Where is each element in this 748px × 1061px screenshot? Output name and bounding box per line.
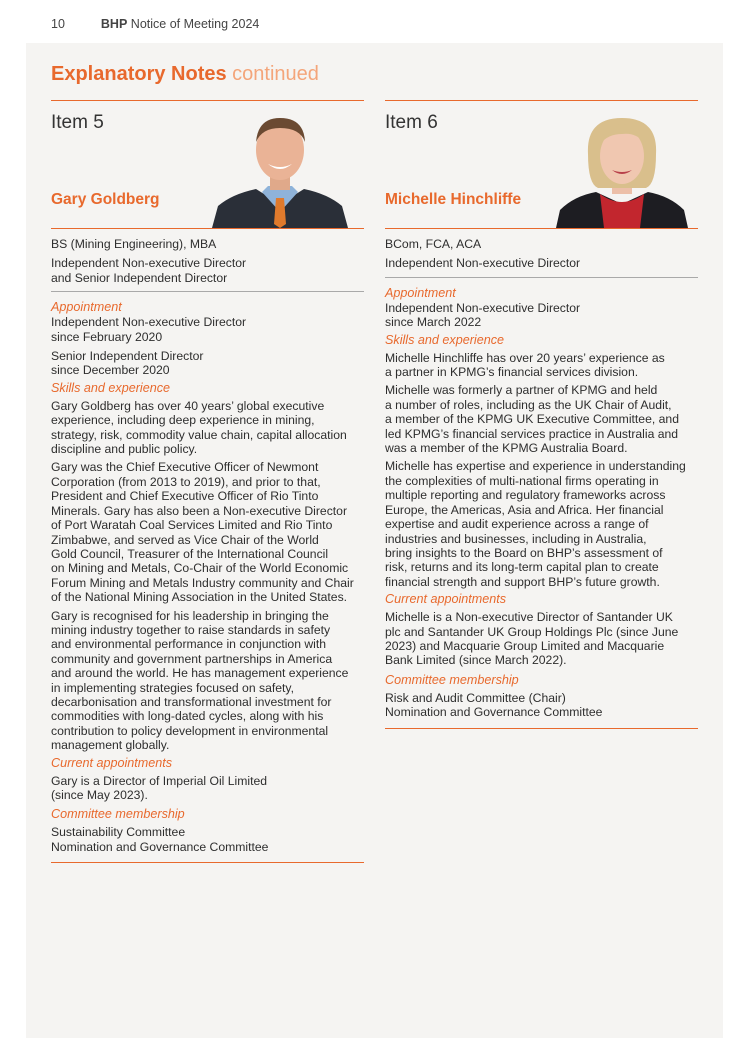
- page-number: 10: [51, 17, 65, 31]
- text-line: on Mining and Metals, Co-Chair of the World Economic: [51, 561, 349, 576]
- section-title-continued: continued: [232, 63, 319, 85]
- committee-line: Nomination and Governance Committee: [385, 705, 603, 720]
- brand-name: BHP: [100, 17, 128, 31]
- text-line: of Port Waratah Coal Services Limited and Rio Tinto: [51, 518, 333, 533]
- text-line: was a member of the KPMG Australia Board.: [385, 441, 628, 456]
- appointment-line: since December 2020: [51, 363, 170, 378]
- appointment-heading: Appointment: [385, 285, 456, 300]
- role-description: [51, 256, 364, 285]
- appointment-line: since February 2020: [51, 329, 163, 344]
- appointment-line: Independent Non-executive Director: [385, 300, 581, 315]
- skills-paragraph: [51, 399, 364, 457]
- text-line: discipline and public policy.: [51, 442, 198, 457]
- skills-paragraph: [385, 383, 698, 455]
- item-5-header: [51, 101, 364, 229]
- skills-heading: Skills and experience: [51, 380, 171, 395]
- section-title-main: Explanatory Notes: [51, 63, 227, 85]
- text-line: a number of roles, including as the UK Chair of Audit,: [385, 397, 672, 412]
- item-6-header: [385, 101, 698, 229]
- item-6-column: [385, 100, 698, 729]
- text-line: a member of the KPMG UK Executive Committee, and: [385, 412, 679, 427]
- text-line: of the National Mining Association in the United States.: [51, 590, 348, 605]
- text-line: (since May 2023).: [51, 788, 148, 802]
- appointment-line: since March 2022: [385, 315, 482, 330]
- text-line: Minerals. Gary has also been a Non-executive Director: [51, 503, 348, 518]
- committee-line: Sustainability Committee: [51, 825, 186, 840]
- committee-line: Nomination and Governance Committee: [51, 839, 269, 854]
- section-title: [51, 63, 319, 86]
- committee-membership-heading: Committee membership: [51, 807, 185, 822]
- text-line: a partner in KPMG’s financial services division.: [385, 365, 639, 380]
- text-line: financial strength and support BHP’s future growth.: [385, 574, 660, 589]
- text-line: management globally.: [51, 738, 170, 753]
- text-line: led KPMG’s financial services practice in Australia and: [385, 426, 679, 441]
- director-name: Michelle Hinchliffe: [385, 191, 522, 208]
- text-line: Bank Limited (since March 2022).: [385, 653, 567, 668]
- text-line: plc and Santander UK Group Holdings Plc (since June: [385, 624, 679, 639]
- director-portrait: [212, 112, 348, 228]
- text-line: Michelle was formerly a partner of KPMG and held: [385, 383, 658, 398]
- text-line: Forum Mining and Metals Industry community and Chair: [51, 575, 354, 590]
- divider: [51, 291, 364, 292]
- text-line: mining industry together to raise standards in safety: [51, 622, 331, 637]
- document-title: [101, 17, 259, 31]
- document-title-text: Notice of Meeting 2024: [130, 17, 260, 31]
- skills-paragraph: [51, 460, 364, 604]
- divider: [385, 277, 698, 278]
- text-line: risk, returns and its long-term capital plan to create: [385, 560, 659, 575]
- text-line: bring insights to the Board on BHP’s assessment of: [385, 545, 663, 560]
- text-line: industries and businesses, including in Australia,: [385, 531, 647, 546]
- item-5-column: [51, 100, 364, 863]
- text-line: Corporation (from 2013 to 2019), and prior to that,: [51, 474, 321, 489]
- text-line: and environmental performance in conjunction with: [51, 637, 327, 652]
- role-line: Independent Non-executive Director: [51, 256, 247, 271]
- text-line: contribution to policy development in environmental: [51, 723, 329, 738]
- text-line: and around the world. He has management experience: [51, 666, 349, 681]
- text-line: Michelle has expertise and experience in understanding: [385, 459, 686, 474]
- committee-membership-text: [51, 825, 364, 854]
- appointment-text: [385, 301, 698, 330]
- text-line: strategy, risk, commodity value chain, capital allocation: [51, 427, 347, 442]
- text-line: multiple reporting and regulatory frameworks across: [385, 488, 666, 503]
- text-line: Zimbabwe, and served as Vice Chair of the World: [51, 532, 319, 547]
- text-line: President and Chief Executive Officer of Rio Tinto: [51, 489, 319, 504]
- skills-paragraph: [385, 459, 698, 589]
- committee-line: Risk and Audit Committee (Chair): [385, 690, 566, 705]
- text-line: Gary was the Chief Executive Officer of Newmont: [51, 460, 319, 475]
- current-appointments-text: [51, 774, 364, 803]
- text-line: Gary is recognised for his leadership in bringing the: [51, 608, 329, 623]
- text-line: 2023) and Macquarie Group Limited and Macquarie: [385, 638, 665, 653]
- skills-paragraph: [51, 609, 364, 753]
- text-line: experience, including deep experience in mining,: [51, 413, 315, 428]
- current-appointments-heading: Current appointments: [385, 592, 507, 607]
- text-line: Gary is a Director of Imperial Oil Limited: [51, 773, 268, 788]
- role-line: Independent Non-executive Director: [385, 256, 581, 271]
- current-appointments-text: [385, 610, 698, 668]
- text-line: the complexities of multi-national firms operating in: [385, 473, 659, 488]
- item-label: Item 6: [385, 112, 438, 133]
- page-header: [51, 17, 259, 31]
- committee-membership-heading: Committee membership: [385, 672, 519, 687]
- text-line: decarbonisation and transformational investment for: [51, 694, 332, 709]
- text-line: Gary Goldberg has over 40 years’ global executive: [51, 398, 325, 413]
- director-name: Gary Goldberg: [51, 191, 160, 208]
- item-label: Item 5: [51, 112, 104, 133]
- text-line: in implementing strategies focused on safety,: [51, 680, 294, 695]
- appointment-line: Senior Independent Director: [51, 349, 204, 364]
- qualifications: BCom, FCA, ACA: [385, 237, 482, 251]
- qualifications: BS (Mining Engineering), MBA: [51, 237, 217, 251]
- text-line: community and government partnerships in America: [51, 651, 333, 666]
- text-line: expertise and audit experience across a range of: [385, 517, 649, 532]
- text-line: Europe, the Americas, Asia and Africa. Her financial: [385, 502, 664, 517]
- text-line: Michelle Hinchliffe has over 20 years’ experience as: [385, 350, 665, 365]
- text-line: commodities with long-dated cycles, along with his: [51, 709, 324, 724]
- role-description: [385, 256, 698, 270]
- appointment-text: [51, 349, 364, 378]
- committee-membership-text: [385, 691, 698, 720]
- appointment-heading: Appointment: [51, 300, 122, 315]
- text-line: Michelle is a Non-executive Director of Santander UK: [385, 610, 673, 625]
- current-appointments-heading: Current appointments: [51, 755, 173, 770]
- divider: [51, 862, 364, 863]
- skills-paragraph: [385, 351, 698, 380]
- appointment-text: [51, 315, 364, 344]
- director-portrait: [556, 114, 688, 228]
- appointment-line: Independent Non-executive Director: [51, 315, 247, 330]
- role-line: and Senior Independent Director: [51, 270, 228, 285]
- divider: [385, 728, 698, 729]
- skills-heading: Skills and experience: [385, 332, 505, 347]
- text-line: Gold Council, Treasurer of the International Council: [51, 546, 329, 561]
